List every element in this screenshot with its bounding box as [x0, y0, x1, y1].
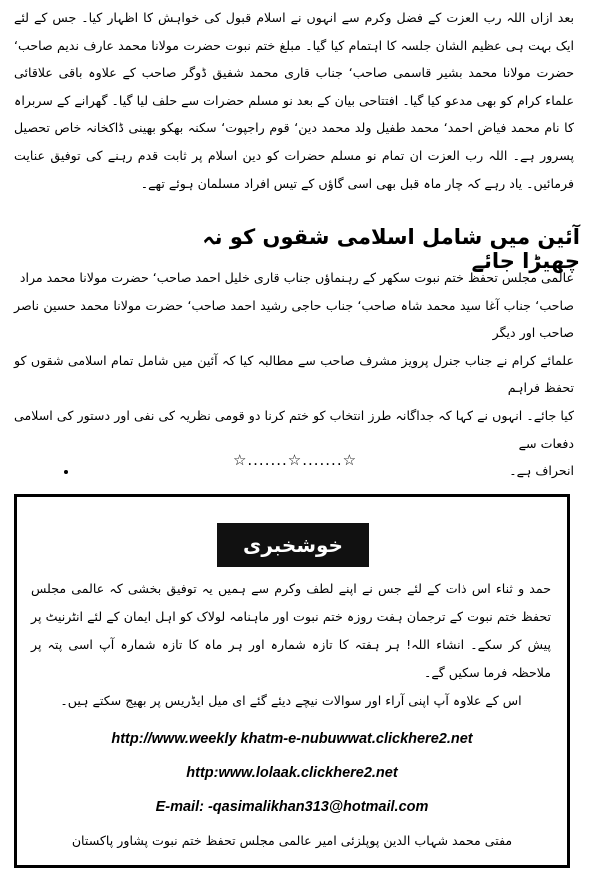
stray-dot [64, 470, 68, 474]
star-separator: ☆.......☆.......☆ [232, 451, 358, 469]
box-paragraph-2: اس کے علاوہ آپ اپنی آراء اور سوالات نیچے دیئے گئے ای میل ایڈریس پر بھیج سکتے ہیں۔ [60, 693, 522, 708]
website-link-lolaak[interactable]: http:www.lolaak.clickhere2.net [186, 765, 398, 781]
article-heading: آئین میں شامل اسلامی شقوں کو نہ چھیڑا جائے [202, 225, 580, 273]
article-paragraph-1: بعد ازاں اللہ رب العزت کے فضل وکرم سے انہوں نے اسلام قبول کی خواہش کا اظہار کیا۔ جس کے لئے ایک بہت ہی عظیم الشان جلسہ کا اہتمام کیا گیا۔ مبلغ ختم نبوت حضرت مولانا محمد عارف ندیم صاحب‘ حضرت مولانا محمد بشیر قاسمی صاحب‘ جناب قاری محمد شفیق ڈوگر صاحب کے علاوہ باقی علاقائی علماء کرام کو بھی مدعو کیا گیا۔ افتتاحی بیان کے بعد نو مسلم حضرات سے حلف لیا گیا۔ گھرانے کے سربراہ کا نام محمد فیاض احمد‘ محمد طفیل ولد محمد دین‘ قوم راجپوت‘ سکنہ بھکو بھینی ڈاکخانہ خاص تحصیل پسرور ہے۔ اللہ رب العزت ان تمام نو مسلم حضرات کو دین اسلام پر ثابت قدم رہنے کی توفیق عنایت فرمائیں۔ یاد رہے کہ چار ماہ قبل بھی اسی گاؤں کے تیس افراد مسلمان ہوئے تھے۔ [14, 10, 574, 191]
paragraph-2-line: صاحب‘ جناب آغا سید محمد شاہ صاحب‘ جناب حاجی رشید احمد صاحب‘ حضرت مولانا محمد حسین ناصر صاحب اور دیگر [14, 297, 574, 341]
website-link-weekly[interactable]: http://www.weekly khatm-e-nubuwwat.clickhere2.net [111, 731, 473, 747]
signature-line: مفتی محمد شہاب الدین پوپلزئی امیر عالمی مجلس تحفظ ختم نبوت پشاور پاکستان [71, 833, 513, 848]
box-paragraph: حمد و ثناء اس ذات کے لئے جس نے اپنے لطف وکرم سے ہمیں یہ توفیق بخشی کہ عالمی مجلس تحفظ ختم نبوت کے ترجمان ہفت روزہ ختم نبوت اور ماہنامہ لولاک کو اہل ایمان کے لئے انٹرنیٹ پر پیش کر سکے۔ انشاء اللہ! ہر ہفتہ کا تازہ شمارہ اور ہر ماہ کا تازہ شمارہ آپ اسی پتہ پر ملاحظہ فرما سکیں گے۔ [31, 581, 551, 680]
paragraph-2-line: انحراف ہے۔ [509, 463, 574, 479]
announcement-box [14, 494, 570, 868]
paragraph-2-line: عالمی مجلس تحفظ ختم نبوت سکھر کے رہنماؤں جناب قاری خلیل احمد صاحب‘ حضرت مولانا محمد مراد [19, 270, 574, 285]
box-title: خوشخبری [217, 523, 369, 567]
paragraph-2-line: کیا جائے۔ انہوں نے کہا کہ جداگانہ طرز انتخاب کو ختم کرنا دو قومی نظریہ کی نفی اور دستور کی اسلامی دفعات سے [14, 407, 574, 451]
email-address[interactable]: E-mail: -qasimalikhan313@hotmail.com [155, 799, 429, 815]
paragraph-2-line: علمائے کرام نے جناب جنرل پرویز مشرف صاحب سے مطالبہ کیا کہ آئین میں شامل تمام اسلامی شقوں کو تحفظ فراہم [14, 352, 574, 396]
